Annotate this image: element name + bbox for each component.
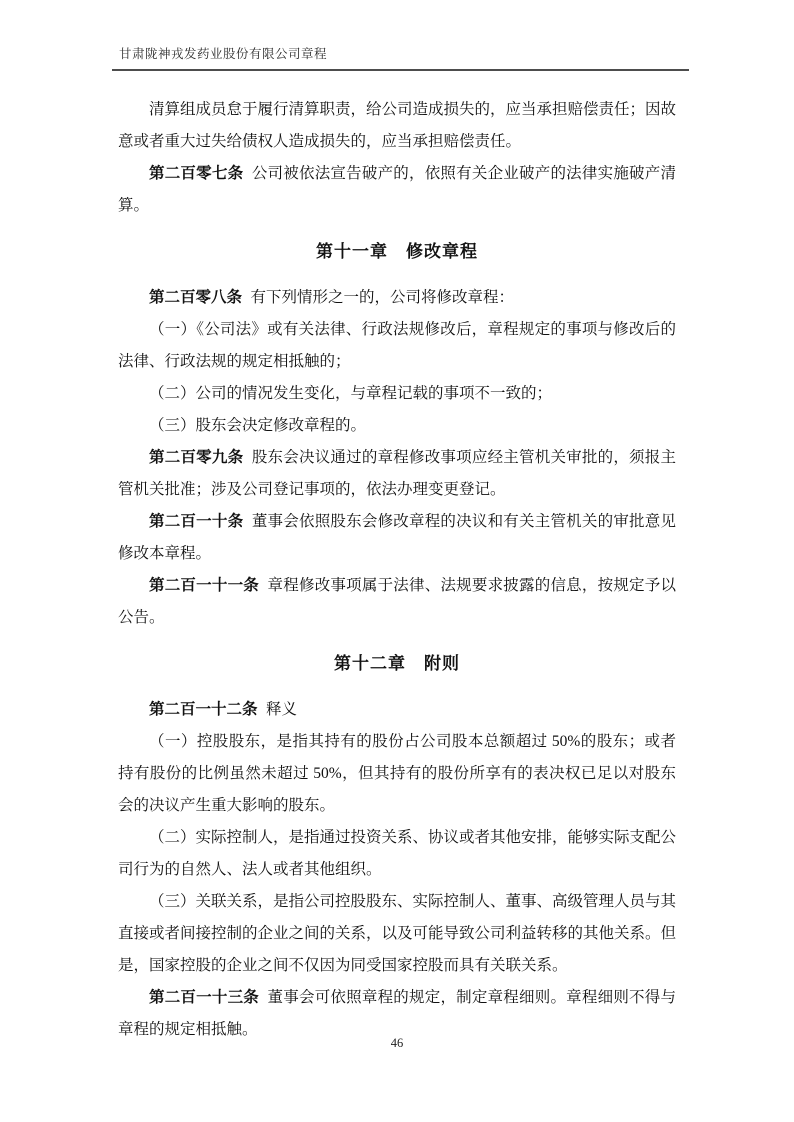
paragraph: 第二百一十二条 释义 [149,701,298,718]
paragraph: 第二百零七条 公司被依法宣告破产的，依照有关企业破产的法律实施破产清算。 [118,165,676,214]
paragraph: （三）股东会决定修改章程的。 [149,417,367,434]
page-header [112,44,689,71]
paragraph: 第二百一十一条 章程修改事项属于法律、法规要求披露的信息，按规定予以公告。 [118,577,676,626]
paragraph: （三）关联关系，是指公司控股股东、实际控制人、董事、高级管理人员与其直接或者间接控制的企业之间的关系，以及可能导致公司利益转移的其他关系。但是，国家控股的企业之间不仅因为同受国家控股而具有关联关系。 [118,893,677,974]
paragraph: 第二百零九条 股东会决议通过的章程修改事项应经主管机关审批的，须报主管机关批准；涉及公司登记事项的，依法办理变更登记。 [118,449,676,498]
article-number: 第二百零七条 [149,165,244,182]
paragraph: （一）《公司法》或有关法律、行政法规修改后，章程规定的事项与修改后的法律、行政法规的规定相抵触的； [118,321,676,370]
document-title: 甘肃陇神戎发药业股份有限公司章程 [119,47,328,61]
paragraph: 第二百一十三条 董事会可依照章程的规定，制定章程细则。章程细则不得与章程的规定相抵触。 [118,989,676,1038]
page-number: 46 [390,1036,404,1050]
article-number: 第二百一十二条 [149,701,258,718]
document-body [118,94,676,1046]
article-number: 第二百一十一条 [149,577,260,594]
article-number: 第二百零九条 [149,449,244,466]
paragraph: 第二百一十条 董事会依照股东会修改章程的决议和有关主管机关的审批意见修改本章程。 [118,513,676,562]
paragraph: 第二百零八条 有下列情形之一的，公司将修改章程： [149,289,515,306]
page-footer [0,1036,794,1051]
paragraph: （二）实际控制人，是指通过投资关系、协议或者其他安排，能够实际支配公司行为的自然人、法人或者其他组织。 [118,829,677,878]
article-number: 第二百一十条 [149,513,244,530]
paragraph: （一）控股股东，是指其持有的股份占公司股本总额超过 50%的股东；或者持有股份的比例虽然未超过 50%，但其持有的股份所享有的表决权已足以对股东会的决议产生重大影响的股东。 [118,733,676,814]
chapter-heading: 第十二章 附则 [334,654,460,673]
chapter-heading: 第十一章 修改章程 [316,242,478,261]
article-number: 第二百零八条 [149,289,243,306]
paragraph: 清算组成员怠于履行清算职责，给公司造成损失的，应当承担赔偿责任；因故意或者重大过失给债权人造成损失的，应当承担赔偿责任。 [118,101,677,150]
article-number: 第二百一十三条 [149,989,260,1006]
paragraph: （二）公司的情况发生变化，与章程记载的事项不一致的； [149,385,553,402]
